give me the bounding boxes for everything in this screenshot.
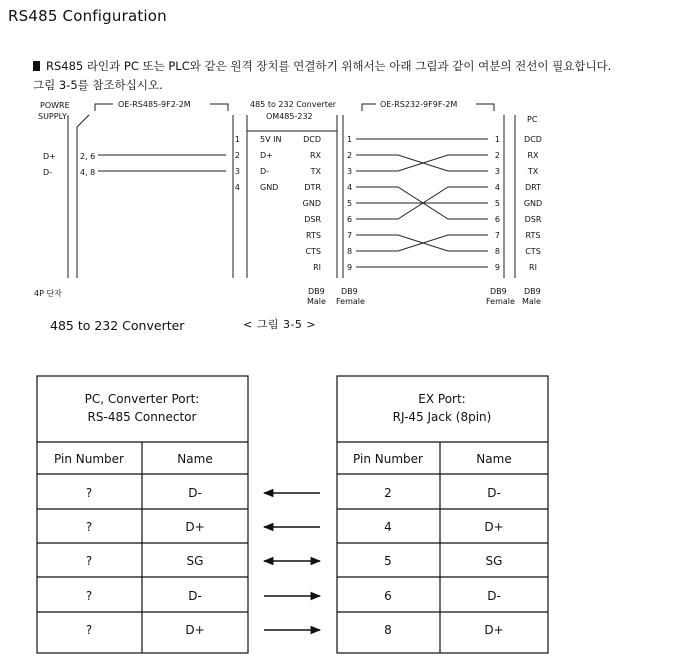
description-paragraph: [33, 57, 683, 95]
converter-right-pin-name: RI: [313, 263, 321, 272]
db9-male-1-bottom: Male: [307, 297, 326, 306]
cable2-left-pin-number: 9: [347, 263, 353, 272]
left-col-name-header: Name: [177, 452, 213, 466]
left-table-header-line2: RS-485 Connector: [87, 410, 197, 424]
cable2-left-pin-number: 7: [347, 231, 353, 240]
cable1-bracket-left: [95, 104, 113, 111]
left-table-pin-cell: ?: [85, 520, 93, 534]
cable1-left-plug: [77, 115, 89, 278]
left-table-name-cell: D-: [188, 589, 202, 603]
power-supply-label-1: POWRE: [40, 101, 70, 110]
cable2-label: OE-RS232-9F9F-2M: [380, 100, 458, 109]
pc-pin-name: GND: [523, 199, 543, 208]
left-col-pin-header: Pin Number: [54, 452, 124, 466]
cable2-right-pin-number: 3: [494, 167, 500, 176]
pc-label: PC: [527, 115, 538, 124]
pc-pin-name: DRT: [524, 183, 542, 192]
cable2-left-pin-number: 1: [347, 135, 353, 144]
converter-right-pin-name: RX: [309, 151, 321, 160]
cable1-bracket-right: [210, 104, 228, 111]
converter-left-pin-name: GND: [260, 183, 279, 192]
converter-title-2: OM485-232: [266, 112, 313, 121]
cable2-bracket-right: [476, 104, 494, 111]
cable2-right-pin-number: 4: [494, 183, 500, 192]
paragraph-line-1: RS485 라인과 PC 또는 PLC와 같은 원격 장치를 연결하기 위해서는 아래 그림과 같이 여분의 전선이 필요합니다.: [46, 59, 612, 73]
cable2-right-pin-number: 8: [494, 247, 500, 256]
converter-right-pin-name: DSR: [304, 215, 321, 224]
female-label-2: Female: [486, 297, 515, 306]
right-table-name-cell: D+: [484, 623, 504, 637]
left-table-pin-cell: ?: [85, 623, 93, 637]
right-table-pin-cell: 6: [384, 589, 392, 603]
cable2-right-pin-number: 5: [494, 199, 500, 208]
cable2-right-pin-number: 9: [494, 263, 500, 272]
pc-pin-name: TX: [527, 167, 539, 176]
pc-pin-name: DCD: [524, 135, 542, 144]
pc-pin-name: DSR: [524, 215, 542, 224]
pin-mapping-tables: [0, 360, 690, 659]
cable2-left-pin-number: 8: [347, 247, 353, 256]
right-col-name-header: Name: [476, 452, 512, 466]
cable2-left-pin-number: 5: [347, 199, 353, 208]
left-table-header-line1: PC, Converter Port:: [84, 392, 200, 406]
cable2-crossed-wire: [356, 235, 488, 251]
power-pin-name-dminus: D-: [43, 168, 53, 177]
cable2-right-pin-number: 2: [494, 151, 500, 160]
converter-right-pin-name: RTS: [306, 231, 321, 240]
db9-male-2-bottom: Male: [522, 297, 541, 306]
figure-caption: < 그림 3-5 >: [243, 318, 317, 331]
left-table-pin-cell: ?: [85, 554, 93, 568]
power-pin-number-dminus: 4, 8: [80, 168, 96, 177]
db9-female-1-top: DB9: [341, 287, 358, 296]
cable2-right-pin-number: 6: [494, 215, 500, 224]
page-title: RS485 Configuration: [8, 7, 167, 25]
right-table-pin-cell: 8: [384, 623, 392, 637]
right-table-pin-cell: 2: [384, 486, 392, 500]
converter-title-1: 485 to 232 Converter: [250, 100, 337, 109]
right-col-pin-header: Pin Number: [353, 452, 423, 466]
left-table-name-cell: D-: [188, 486, 202, 500]
left-table-name-cell: D+: [185, 623, 205, 637]
converter-left-pin-name: 5V IN: [260, 135, 282, 144]
right-table-pin-cell: 5: [384, 554, 392, 568]
right-table-name-cell: SG: [485, 554, 503, 568]
paragraph-line-2: 그림 3-5를 참조하십시오.: [33, 78, 163, 92]
db9-male-2-top: DB9: [524, 287, 541, 296]
converter-right-pin-name: TX: [310, 167, 321, 176]
converter-left-pin-number: 3: [234, 167, 240, 176]
cable1-label: OE-RS485-9F2-2M: [118, 100, 191, 109]
cable2-crossed-wire: [356, 155, 488, 171]
power-supply-label-2: SUPPLY: [38, 112, 67, 121]
converter-right-pin-name: CTS: [305, 247, 321, 256]
cable2-left-pin-number: 6: [347, 215, 353, 224]
converter-left-pin-number: 1: [234, 135, 240, 144]
pc-pin-name: RI: [529, 263, 537, 272]
left-table-name-cell: D+: [185, 520, 205, 534]
pc-pin-name: CTS: [525, 247, 541, 256]
bullet-icon: [33, 61, 40, 71]
converter-right-pin-name: GND: [302, 199, 321, 208]
cable2-left-pin-number: 4: [347, 183, 353, 192]
terminal-4p-label: 4P 단자: [34, 289, 62, 298]
wiring-diagram: [0, 95, 690, 315]
left-table-pin-cell: ?: [85, 589, 93, 603]
power-pin-name-dplus: D+: [43, 152, 56, 161]
converter-left-pin-number: 4: [234, 183, 240, 192]
left-table-pin-cell: ?: [85, 486, 93, 500]
cable2-left-pin-number: 2: [347, 151, 353, 160]
right-table-name-cell: D-: [487, 486, 501, 500]
power-pin-number-dplus: 2, 6: [80, 152, 96, 161]
cable2-bracket-left: [362, 104, 376, 111]
db9-female-2-top: DB9: [490, 287, 507, 296]
cable2-right-pin-number: 7: [494, 231, 500, 240]
pc-pin-name: RTS: [525, 231, 541, 240]
converter-right-pin-name: DTR: [304, 183, 321, 192]
right-table-name-cell: D+: [484, 520, 504, 534]
female-label-1: Female: [336, 297, 365, 306]
right-table-name-cell: D-: [487, 589, 501, 603]
converter-left-pin-name: D-: [260, 167, 270, 176]
converter-label: 485 to 232 Converter: [50, 318, 185, 333]
right-table-header-line1: EX Port:: [418, 392, 466, 406]
right-table-header-line2: RJ-45 Jack (8pin): [392, 410, 492, 424]
db9-male-1-top: DB9: [308, 287, 325, 296]
cable2-right-pin-number: 1: [494, 135, 500, 144]
converter-left-pin-name: D+: [260, 151, 273, 160]
cable2-left-pin-number: 3: [347, 167, 353, 176]
converter-right-pin-name: DCD: [303, 135, 321, 144]
left-table-name-cell: SG: [186, 554, 204, 568]
pc-pin-name: RX: [527, 151, 539, 160]
converter-left-pin-number: 2: [234, 151, 240, 160]
right-table-pin-cell: 4: [384, 520, 392, 534]
